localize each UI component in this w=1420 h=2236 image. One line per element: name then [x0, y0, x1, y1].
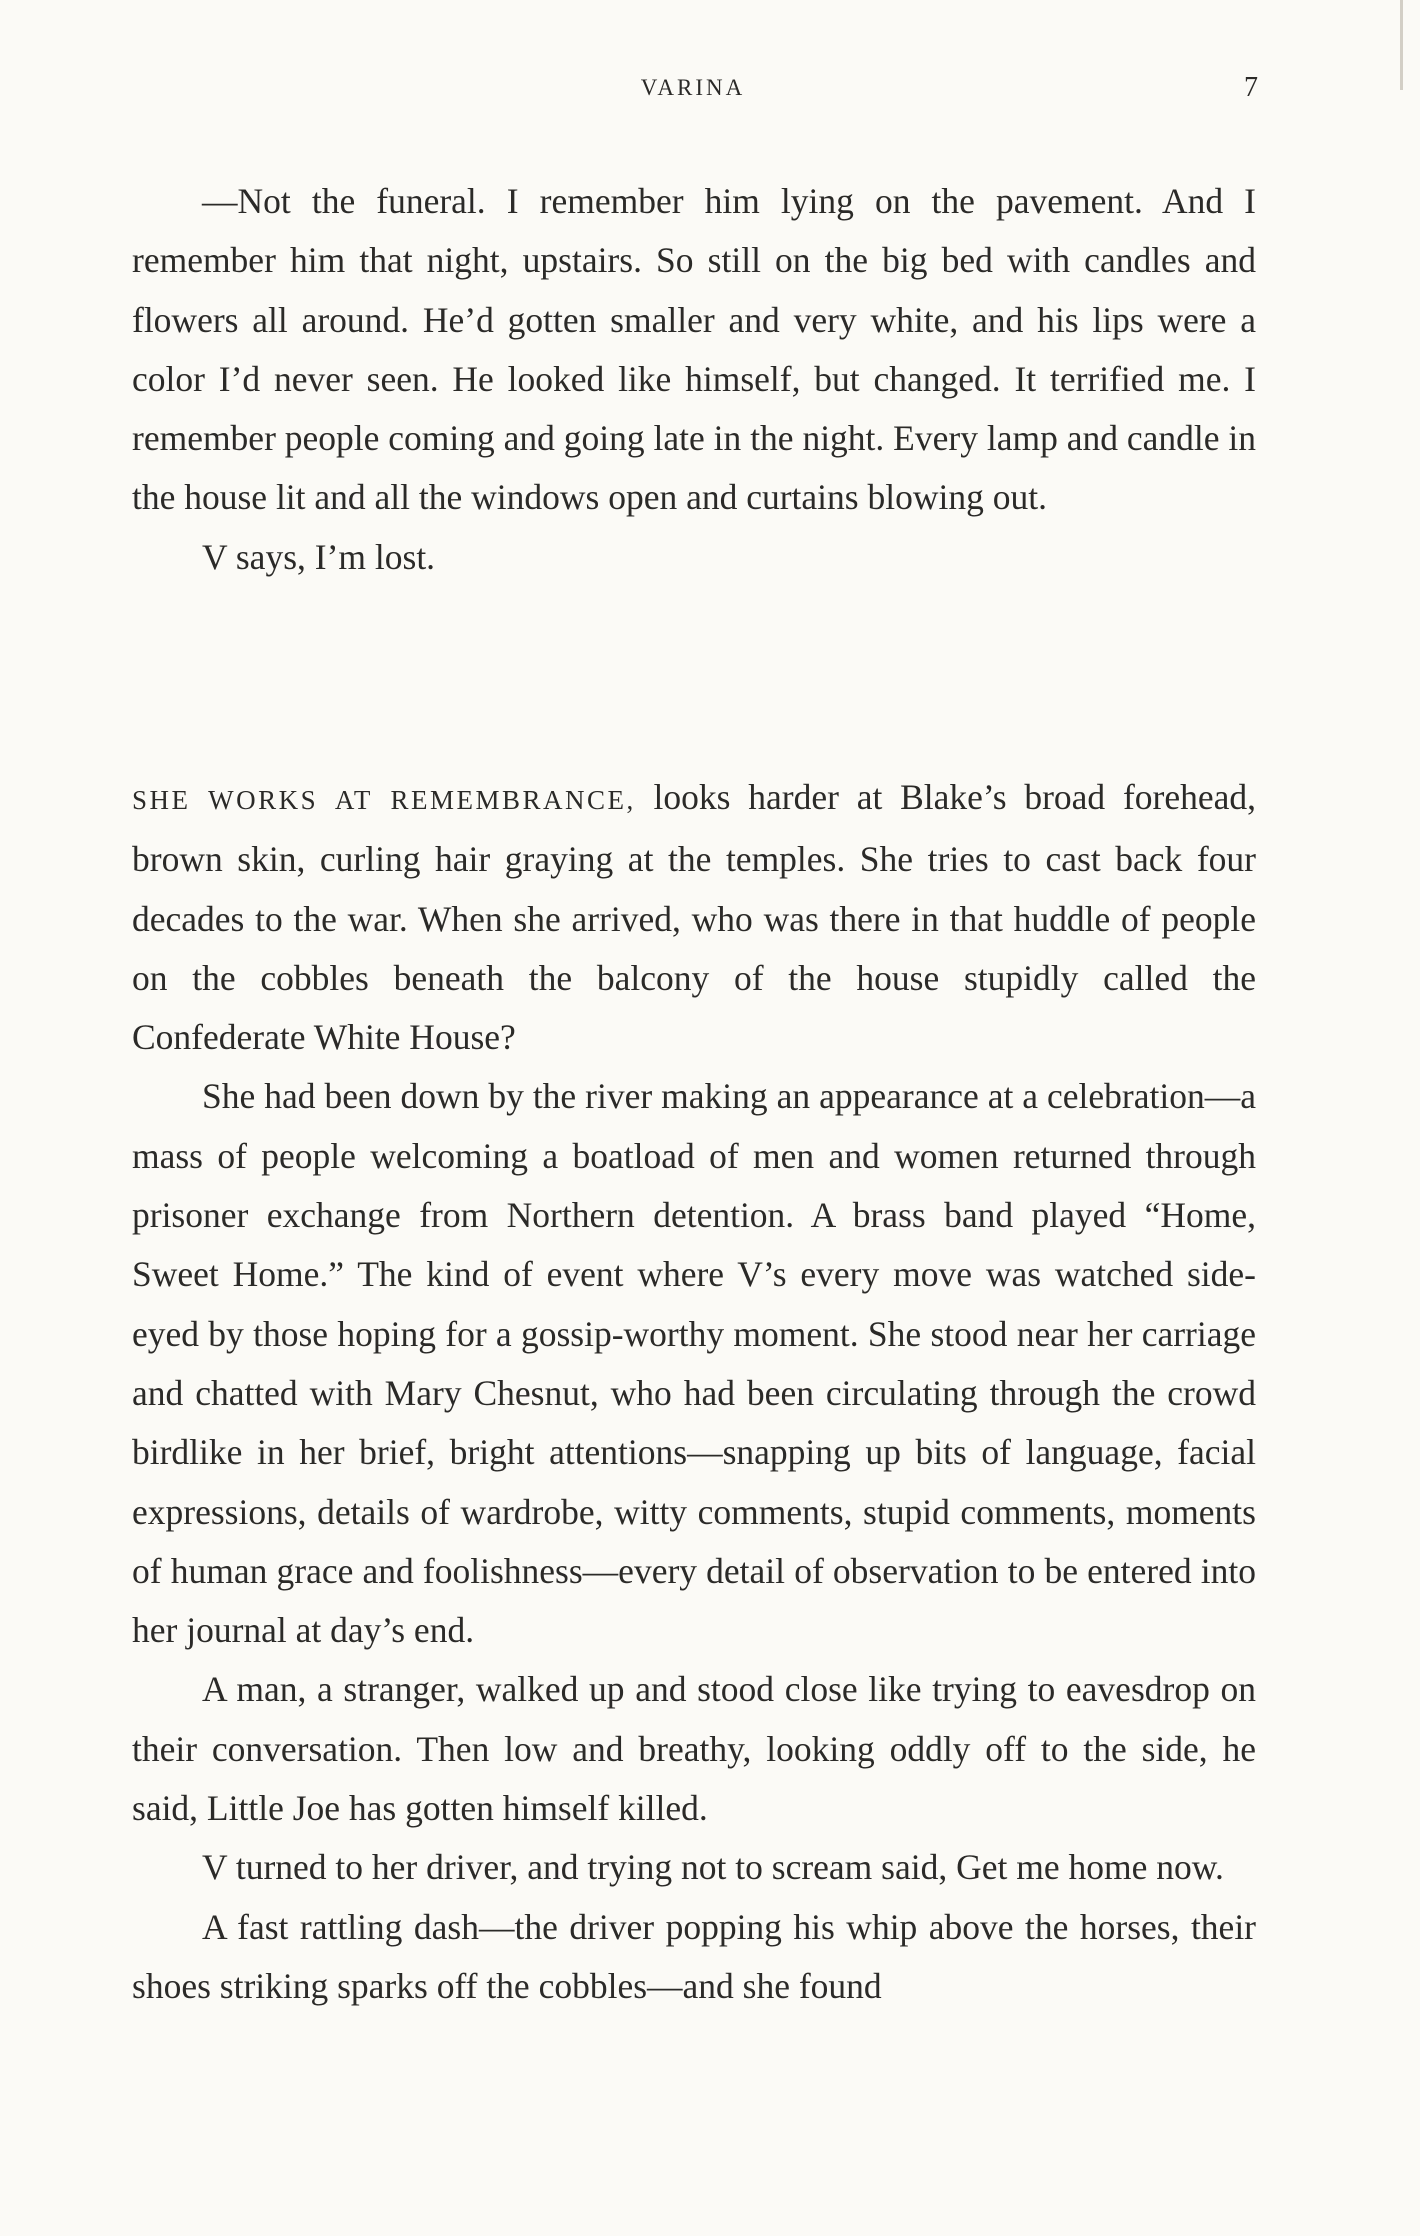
- paragraph: A man, a stranger, walked up and stood close like trying to eavesdrop on their conversation. Then low and breathy, looking oddly off to the side, he said, Little Joe has gotten himself killed.: [132, 1669, 1256, 1829]
- section-opening-paragraph: [132, 768, 1256, 1067]
- section-two: [132, 768, 1256, 2016]
- running-title: VARINA: [640, 75, 746, 100]
- page-number: 7: [1244, 72, 1258, 103]
- paragraph: V says, I’m lost.: [202, 536, 436, 577]
- paragraph: V turned to her driver, and trying not to scream said, Get me home now.: [202, 1847, 1224, 1888]
- paragraph: A fast rattling dash—the driver popping his whip above the horses, their shoes striking sparks off the cobbles—and she found: [132, 1906, 1256, 2006]
- section-one: [132, 172, 1256, 587]
- opening-paragraph-text: looks harder at Blake’s broad forehead, brown skin, curling hair graying at the temples. She tries to cast back four decades to the war. When she arrived, who was there in that huddle of people on the cobbles beneath the balcony of the house stupidly called the Confederate White House?: [132, 777, 1256, 1058]
- paragraph: She had been down by the river making an appearance at a celebration—a mass of people welcoming a boatload of men and women returned through prisoner exchange from Northern detention. A brass band played “Home, Sweet Home.” The kind of event where V’s every move was watched side-eyed by those hoping for a gossip-worthy moment. She stood near her carriage and chatted with Mary Chesnut, who had been circulating through the crowd birdlike in her brief, bright attentions—snapping up bits of language, facial expressions, details of wardrobe, witty comments, stupid comments, moments of human grace and foolishness—every detail of observation to be entered into her journal at day’s end.: [132, 1076, 1256, 1651]
- running-head: [0, 68, 1420, 108]
- paragraph: —Not the funeral. I remember him lying on the pavement. And I remember him that night, upstairs. So still on the big bed with candles and flowers all around. He’d gotten smaller and very white, and his lips were a color I’d never seen. He looked like himself, but changed. It terrified me. I remember people coming and going late in the night. Every lamp and candle in the house lit and all the windows open and curtains blowing out.: [132, 181, 1256, 518]
- small-caps-lead-in: SHE WORKS AT REMEMBRANCE,: [132, 785, 636, 815]
